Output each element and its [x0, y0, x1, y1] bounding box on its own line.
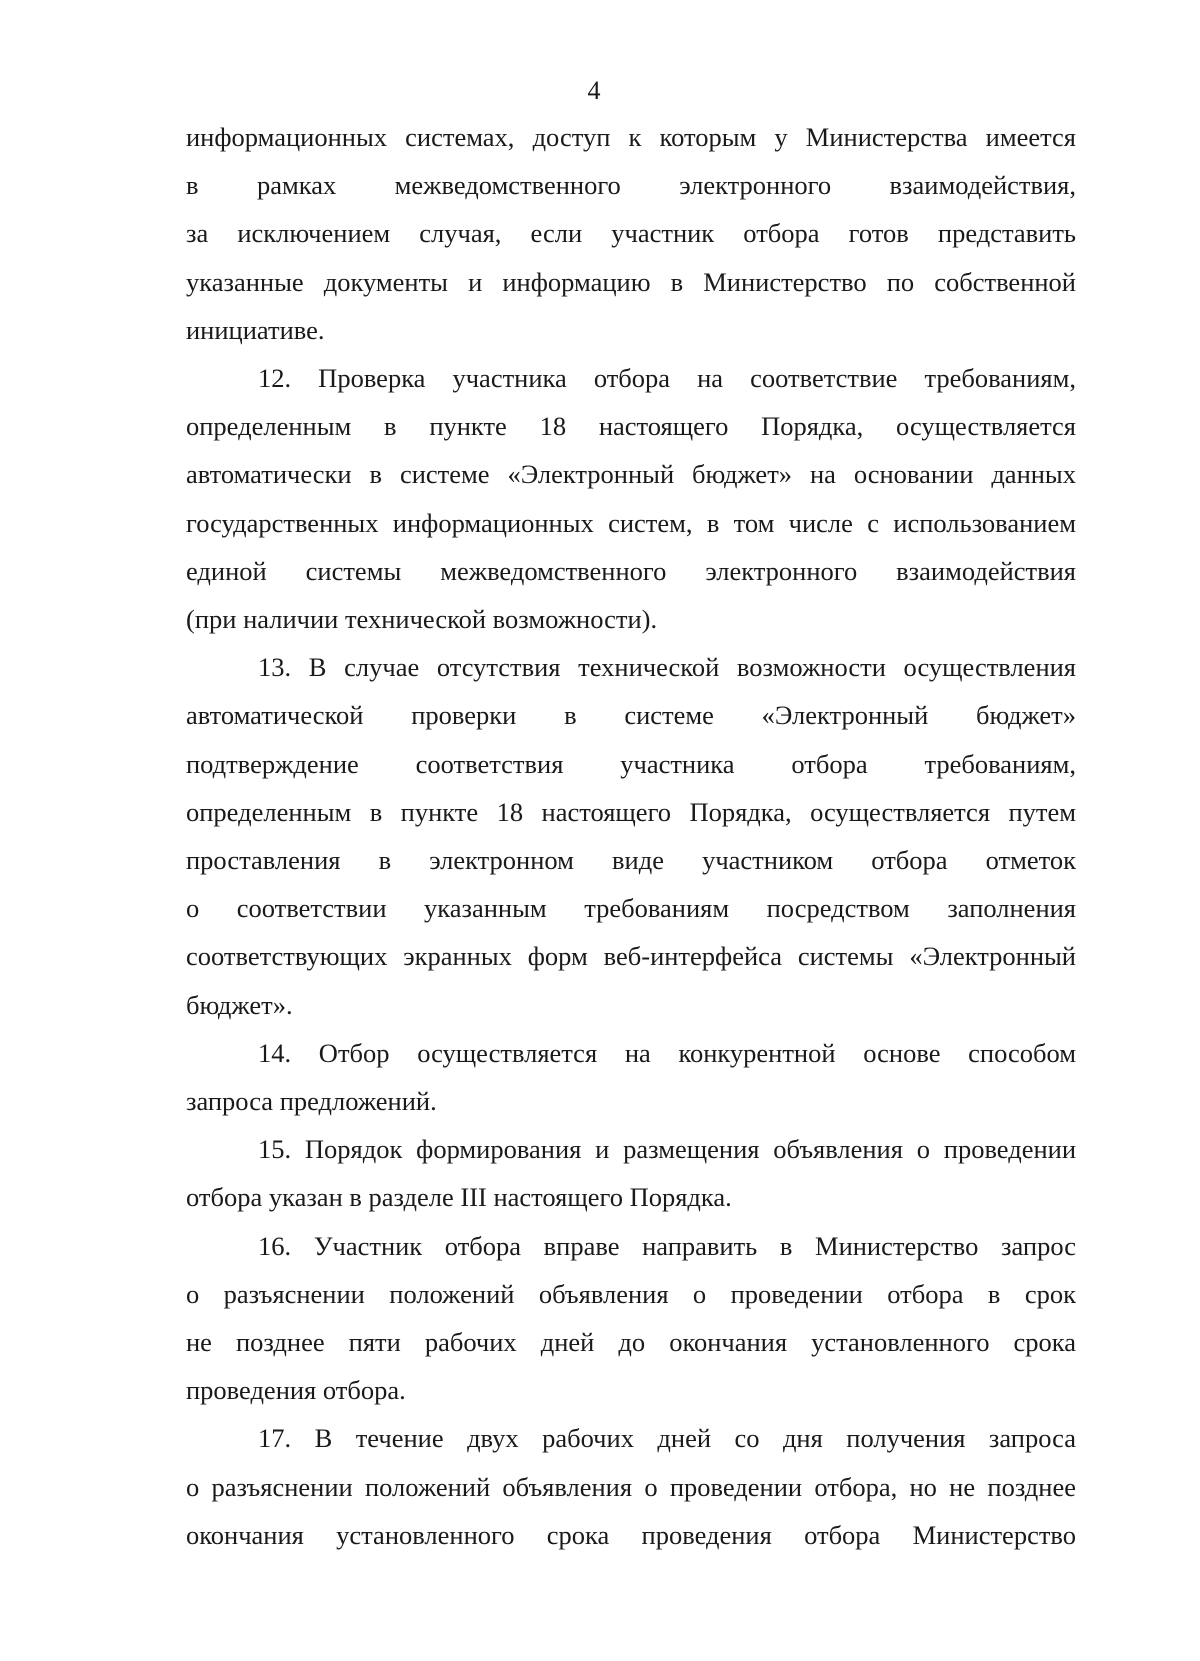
text-line: государственных информационных систем, в том числе с использованием: [186, 507, 1076, 538]
text-line: запроса предложений.: [186, 1086, 437, 1117]
document-body: [186, 113, 1076, 1559]
text-line: отбора указан в разделе III настоящего Порядка.: [186, 1182, 732, 1213]
text-line: подтверждение соответствия участника отбора требованиям,: [186, 748, 1076, 779]
text-line: проведения отбора.: [186, 1375, 406, 1406]
text-line: указанные документы и информацию в Министерство по собственной: [186, 266, 1076, 297]
text-line: информационных системах, доступ к которым у Министерства имеется: [186, 122, 1076, 152]
text-line: единой системы межведомственного электронного взаимодействия: [186, 555, 1076, 586]
text-line: в рамках межведомственного электронного взаимодействия,: [186, 170, 1076, 201]
text-line: определенным в пункте 18 настоящего Порядка, осуществляется путем: [186, 796, 1076, 827]
text-line: проставления в электронном виде участником отбора отметок: [186, 845, 1076, 876]
text-line: 17. В течение двух рабочих дней со дня получения запроса: [258, 1423, 1076, 1454]
text-line: 13. В случае отсутствия технической возможности осуществления: [258, 652, 1076, 683]
text-line: инициативе.: [186, 314, 325, 345]
text-line: за исключением случая, если участник отбора готов представить: [186, 218, 1076, 249]
text-line: 14. Отбор осуществляется на конкурентной основе способом: [258, 1037, 1076, 1068]
paragraph-16: [186, 1222, 1076, 1415]
paragraph-continued: [186, 113, 1076, 354]
text-line: 15. Порядок формирования и размещения объявления о проведении: [258, 1134, 1076, 1165]
text-line: о соответствии указанным требованиям посредством заполнения: [186, 893, 1076, 924]
text-line: определенным в пункте 18 настоящего Порядка, осуществляется: [186, 411, 1076, 442]
paragraph-12: [186, 354, 1076, 643]
text-line: автоматической проверки в системе «Электронный бюджет»: [186, 700, 1076, 731]
text-line: о разъяснении положений объявления о проведении отбора, но не позднее: [186, 1471, 1076, 1502]
text-line: бюджет».: [186, 989, 293, 1020]
paragraph-17: [186, 1414, 1076, 1559]
text-line: соответствующих экранных форм веб-интерфейса системы «Электронный: [186, 941, 1076, 972]
paragraph-13: [186, 643, 1076, 1029]
text-line: автоматически в системе «Электронный бюджет» на основании данных: [186, 459, 1076, 490]
page-number: 4: [587, 76, 601, 105]
text-line: 16. Участник отбора вправе направить в Министерство запрос: [258, 1230, 1076, 1261]
paragraph-15: [186, 1125, 1076, 1221]
text-line: (при наличии технической возможности).: [186, 604, 658, 635]
text-line: окончания установленного срока проведения отбора Министерство: [186, 1519, 1076, 1550]
text-line: о разъяснении положений объявления о проведении отбора в срок: [186, 1278, 1076, 1309]
text-line: не позднее пяти рабочих дней до окончания установленного срока: [186, 1327, 1076, 1358]
text-line: 12. Проверка участника отбора на соответствие требованиям,: [258, 363, 1076, 394]
paragraph-14: [186, 1029, 1076, 1125]
